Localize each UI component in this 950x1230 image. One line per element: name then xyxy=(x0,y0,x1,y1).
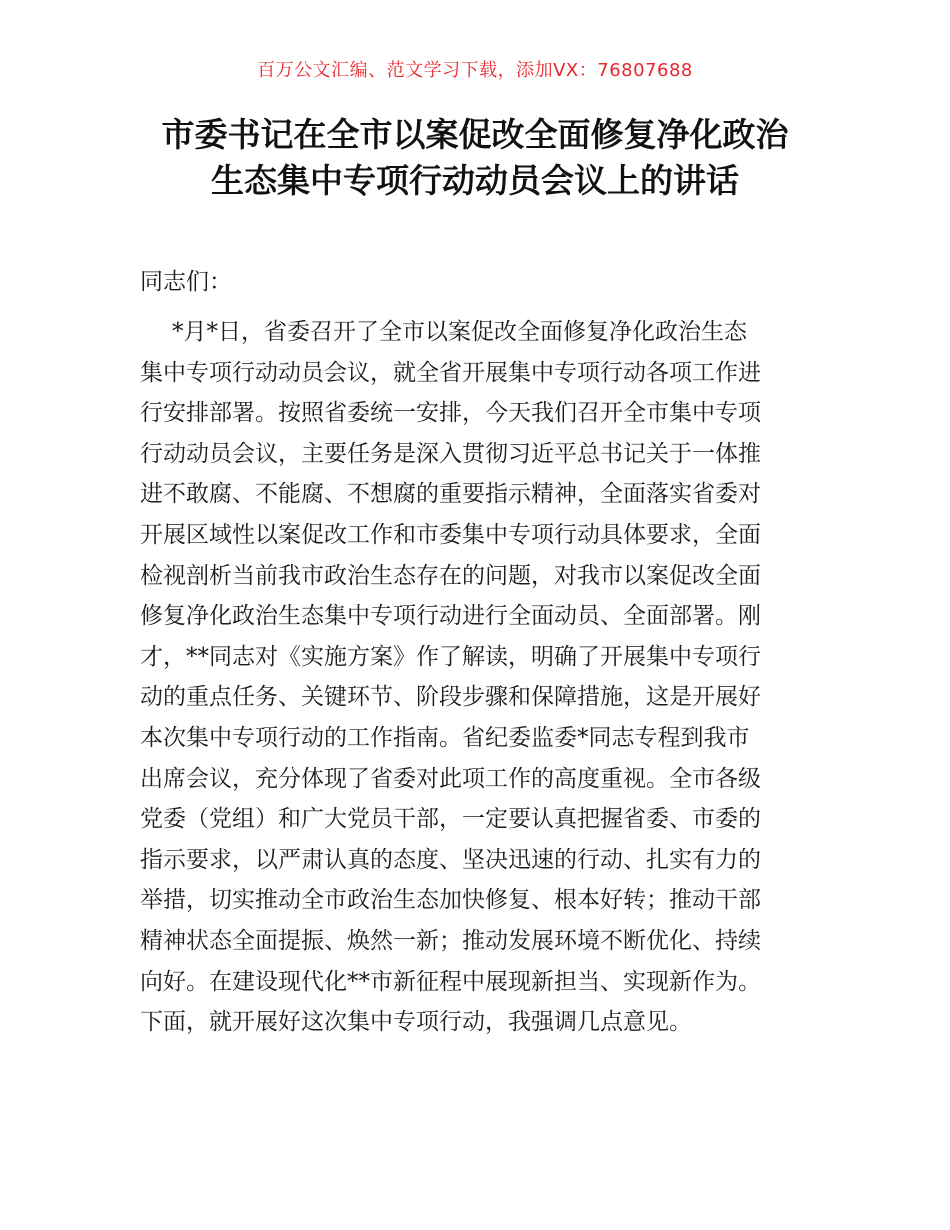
title-line: 生态集中专项行动动员会议上的讲话 xyxy=(211,161,739,200)
title-line: 市委书记在全市以案促改全面修复净化政治 xyxy=(161,115,789,154)
watermark-text: 百万公文汇编、范文学习下载，添加VX：76807688 xyxy=(257,60,693,81)
body-paragraph xyxy=(140,312,812,1043)
paragraph-line: *月*日，省委召开了全市以案促改全面修复净化政治生态 xyxy=(172,319,747,345)
paragraph-line: 动的重点任务、关键环节、阶段步骤和保障措施，这是开展好 xyxy=(140,684,761,711)
document-title xyxy=(110,112,840,204)
salutation: 同志们： xyxy=(140,269,232,295)
paragraph-line: 向好。在建设现代化**市新征程中展现新担当、实现新作为。 xyxy=(140,968,761,995)
paragraph-line: 集中专项行动动员会议，就全省开展集中专项行动各项工作进 xyxy=(140,359,761,386)
paragraph-line: 精神状态全面提振、焕然一新；推动发展环境不断优化、持续 xyxy=(140,927,761,954)
paragraph-line: 出席会议，充分体现了省委对此项工作的高度重视。全市各级 xyxy=(140,765,761,792)
paragraph-line: 行动动员会议，主要任务是深入贯彻习近平总书记关于一体推 xyxy=(140,440,761,467)
paragraph-line: 开展区域性以案促改工作和市委集中专项行动具体要求，全面 xyxy=(140,521,761,548)
paragraph-line: 下面，就开展好这次集中专项行动，我强调几点意见。 xyxy=(140,1009,692,1036)
paragraph-line: 修复净化政治生态集中专项行动进行全面动员、全面部署。刚 xyxy=(140,603,761,630)
paragraph-line: 进不敢腐、不能腐、不想腐的重要指示精神，全面落实省委对 xyxy=(140,481,761,508)
paragraph-line: 行安排部署。按照省委统一安排，今天我们召开全市集中专项 xyxy=(140,400,761,427)
paragraph-line: 检视剖析当前我市政治生态存在的问题，对我市以案促改全面 xyxy=(140,562,761,589)
paragraph-line: 指示要求，以严肃认真的态度、坚决迅速的行动、扎实有力的 xyxy=(140,846,761,873)
paragraph-line: 党委（党组）和广大党员干部，一定要认真把握省委、市委的 xyxy=(140,806,761,833)
paragraph-line: 才，**同志对《实施方案》作了解读，明确了开展集中专项行 xyxy=(140,643,761,670)
paragraph-line: 本次集中专项行动的工作指南。省纪委监委*同志专程到我市 xyxy=(140,724,750,751)
paragraph-line: 举措，切实推动全市政治生态加快修复、根本好转；推动干部 xyxy=(140,887,761,914)
